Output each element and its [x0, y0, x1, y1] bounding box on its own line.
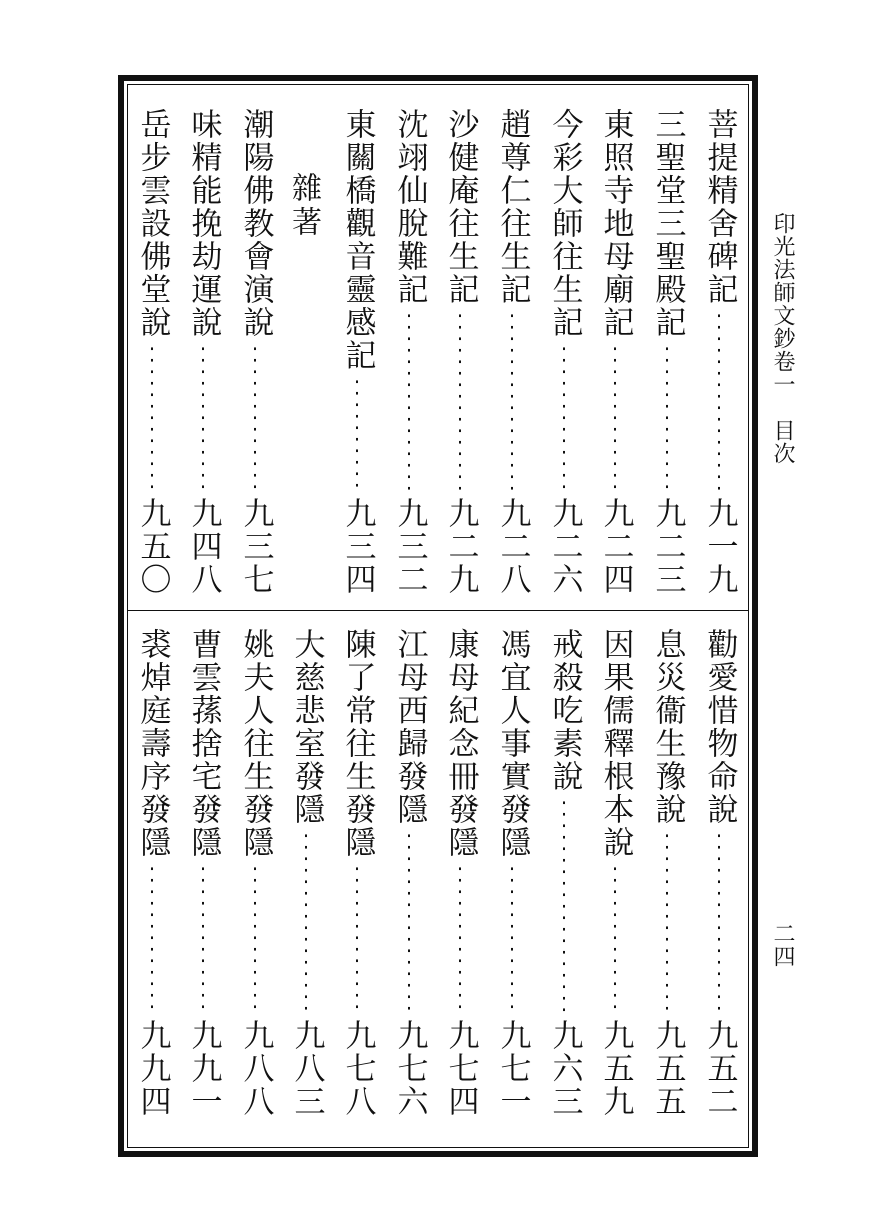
- toc-entry-title: 勸愛惜物命說: [701, 628, 738, 826]
- toc-entry-title: 康母紀念冊發隱: [442, 628, 479, 859]
- toc-entry-page: 九二九: [442, 497, 479, 596]
- toc-entry-title: 東關橋觀音靈感記: [339, 108, 376, 372]
- toc-entry-title: 三聖堂三聖殿記: [649, 108, 686, 339]
- toc-entry: [338, 108, 376, 596]
- toc-entry-page: 九七六: [391, 1019, 428, 1118]
- toc-entry-page: 九二六: [546, 497, 583, 596]
- section-heading: 雜著: [286, 172, 321, 240]
- toc-entry-page: 九五〇: [134, 497, 171, 596]
- toc-entry-page: 九二八: [494, 497, 531, 596]
- toc-entry-page: 九八八: [237, 1019, 274, 1118]
- toc-entry-title: 沈翊仙脫難記: [391, 108, 428, 306]
- toc-entry-page: 九四八: [185, 497, 222, 596]
- toc-entry-page: 九三二: [391, 497, 428, 596]
- toc-entry-title: 馮宜人事實發隱: [494, 628, 531, 859]
- toc-entry: [648, 108, 686, 596]
- leader-dots: [202, 343, 204, 493]
- toc-entry-title: 今彩大師往生記: [546, 108, 583, 339]
- toc-entry-title: 江母西歸發隱: [391, 628, 428, 826]
- toc-entry-page: 九九一: [185, 1019, 222, 1118]
- toc-entry-page: 九七八: [339, 1019, 376, 1118]
- leader-dots: [408, 830, 410, 1015]
- toc-entry-title: 大慈悲室發隱: [288, 628, 325, 826]
- leader-dots: [563, 797, 565, 1015]
- toc-entry-title: 姚夫人往生發隱: [237, 628, 274, 859]
- leader-dots: [718, 310, 720, 493]
- toc-entry: [184, 108, 222, 596]
- toc-entry-page: 九六三: [546, 1019, 583, 1118]
- leader-dots: [511, 863, 513, 1015]
- toc-entry-page: 九七四: [442, 1019, 479, 1118]
- toc-entry-title: 味精能挽劫運說: [185, 108, 222, 339]
- toc-entry-title: 趙尊仁往生記: [494, 108, 531, 306]
- leader-dots: [254, 863, 256, 1015]
- leader-dots: [614, 343, 616, 493]
- toc-entry-title: 因果儒釋根本說: [597, 628, 634, 859]
- toc-entry-title: 菩提精舍碑記: [701, 108, 738, 306]
- toc-entry: [441, 108, 479, 596]
- toc-entry: [236, 108, 274, 596]
- toc-entry: [338, 628, 376, 1118]
- toc-entry-title: 岳步雲設佛堂說: [134, 108, 171, 339]
- page-number: 二四: [770, 922, 795, 968]
- leader-dots: [563, 343, 565, 493]
- toc-entry: [596, 628, 634, 1118]
- toc-entry: [184, 628, 222, 1118]
- toc-entry-page: 九三四: [339, 497, 376, 596]
- toc-entry: [287, 628, 325, 1118]
- toc-entry-page: 九八三: [288, 1019, 325, 1118]
- leader-dots: [305, 830, 307, 1015]
- running-title: 印光法師文鈔卷一 目次: [770, 212, 795, 465]
- toc-entry: [390, 628, 428, 1118]
- toc-entry-title: 潮陽佛教會演說: [237, 108, 274, 339]
- toc-entry-page: 九五九: [597, 1019, 634, 1118]
- toc-entry: [545, 628, 583, 1118]
- leader-dots: [666, 343, 668, 493]
- toc-entry-page: 九七一: [494, 1019, 531, 1118]
- toc-entry: [700, 628, 738, 1118]
- toc-entry: [596, 108, 634, 596]
- leader-dots: [151, 343, 153, 493]
- leader-dots: [356, 863, 358, 1015]
- leader-dots: [254, 343, 256, 493]
- toc-entry: [545, 108, 583, 596]
- toc-entry-page: 九九四: [134, 1019, 171, 1118]
- toc-entry: [133, 628, 171, 1118]
- toc-entry-page: 九五五: [649, 1019, 686, 1118]
- section-divider: [127, 610, 749, 611]
- toc-entry-page: 九二四: [597, 497, 634, 596]
- toc-entry-page: 九五二: [701, 1019, 738, 1118]
- toc-entry-title: 息災衞生豫說: [649, 628, 686, 826]
- leader-dots: [356, 376, 358, 493]
- toc-entry-page: 九三七: [237, 497, 274, 596]
- leader-dots: [202, 863, 204, 1015]
- toc-entry: [493, 628, 531, 1118]
- leader-dots: [511, 310, 513, 493]
- toc-entry: [236, 628, 274, 1118]
- toc-entry-title: 沙健庵往生記: [442, 108, 479, 306]
- toc-entry-page: 九一九: [701, 497, 738, 596]
- leader-dots: [666, 830, 668, 1015]
- toc-entry-title: 曹雲蓀捨宅發隱: [185, 628, 222, 859]
- toc-entry-title: 東照寺地母廟記: [597, 108, 634, 339]
- toc-entry-title: 戒殺吃素說: [546, 628, 583, 793]
- leader-dots: [459, 310, 461, 493]
- toc-entry: [700, 108, 738, 596]
- leader-dots: [718, 830, 720, 1015]
- leader-dots: [408, 310, 410, 493]
- toc-entry: [390, 108, 428, 596]
- toc-entry-page: 九二三: [649, 497, 686, 596]
- leader-dots: [151, 863, 153, 1015]
- toc-entry: [441, 628, 479, 1118]
- toc-entry: [493, 108, 531, 596]
- toc-entry-title: 裘焯庭壽序發隱: [134, 628, 171, 859]
- toc-entry-title: 陳了常往生發隱: [339, 628, 376, 859]
- leader-dots: [459, 863, 461, 1015]
- leader-dots: [614, 863, 616, 1015]
- toc-entry: [133, 108, 171, 596]
- toc-entry: [648, 628, 686, 1118]
